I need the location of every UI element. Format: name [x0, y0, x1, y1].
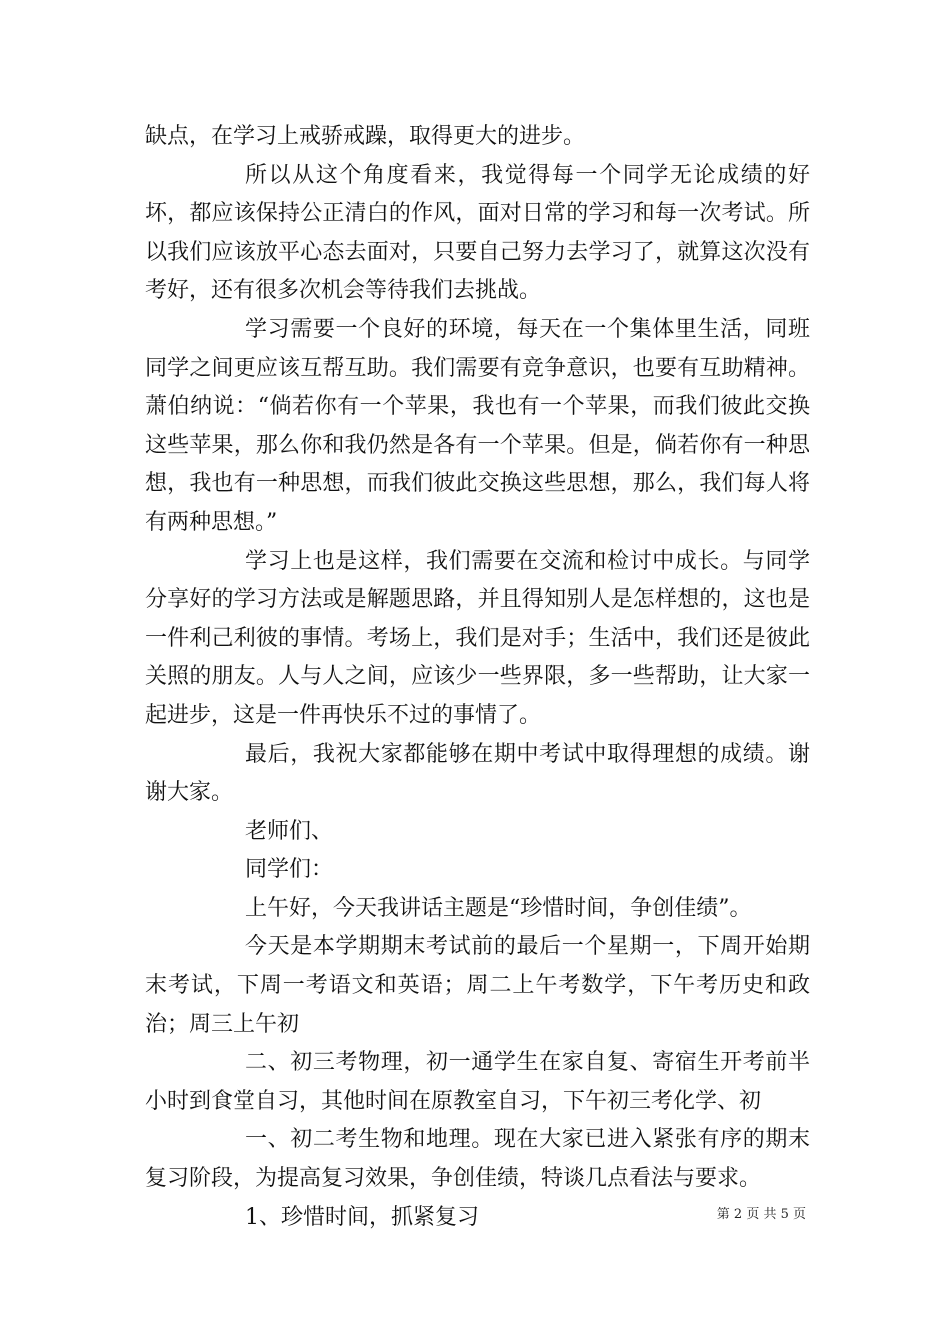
paragraph-greeting: 上午好，今天我讲话主题是“珍惜时间，争创佳绩”。: [245, 895, 752, 921]
salutation-students: 同学们：: [245, 857, 334, 883]
paragraph-exam-schedule-2: 二、初三考物理，初一通学生在家自复、寄宿生开考前半小时到食堂自习，其他时间在原教室自习，下午初三考化学、初: [145, 1050, 810, 1114]
paragraph-1: 缺点，在学习上戒骄戒躁，取得更大的进步。: [145, 124, 586, 149]
paragraph-exam-schedule: 今天是本学期期末考试前的最后一个星期一，下周开始期末考试，下周一考语文和英语；周二上午考数学，下午考历史和政治；周三上午初: [145, 934, 810, 1037]
paragraph-4: 学习上也是这样，我们需要在交流和检讨中成长。与同学分享好的学习方法或是解题思路，并且得知别人是怎样想的，这也是一件利己利彼的事情。考场上，我们是对手；生活中，我们还是彼此关照的朋友。人与人之间，应该少一些界限，多一些帮助，让大家一起进步，这是一件再快乐不过的事情了。: [145, 548, 810, 728]
document-body: [145, 118, 810, 1237]
paragraph-2: 所以从这个角度看来，我觉得每一个同学无论成绩的好坏，都应该保持公正清白的作风，面对日常的学习和每一次考试。所以我们应该放平心态去面对，只要自己努力去学习了，就算这次没有考好，还有很多次机会等待我们去挑战。: [145, 162, 810, 304]
paragraph-3: 学习需要一个良好的环境，每天在一个集体里生活，同班同学之间更应该互帮互助。我们需要有竞争意识，也要有互助精神。萧伯纳说：“倘若你有一个苹果，我也有一个苹果，而我们彼此交换这些苹果，那么你和我仍然是各有一个苹果。但是，倘若你有一种思想，我也有一种思想，而我们彼此交换这些思想，那么，我们每人将有两种思想。”: [145, 316, 810, 535]
salutation-teachers: 老师们、: [245, 818, 334, 844]
paragraph-exam-schedule-3: 一、初二考生物和地理。现在大家已进入紧张有序的期末复习阶段，为提高复习效果，争创佳绩，特谈几点看法与要求。: [145, 1127, 810, 1192]
paragraph-5: 最后，我祝大家都能够在期中考试中取得理想的成绩。谢谢大家。: [145, 741, 810, 806]
page-number-footer: 第 2 页 共 5 页: [716, 1207, 806, 1222]
section-heading-1: 1、珍惜时间，抓紧复习: [245, 1204, 479, 1230]
